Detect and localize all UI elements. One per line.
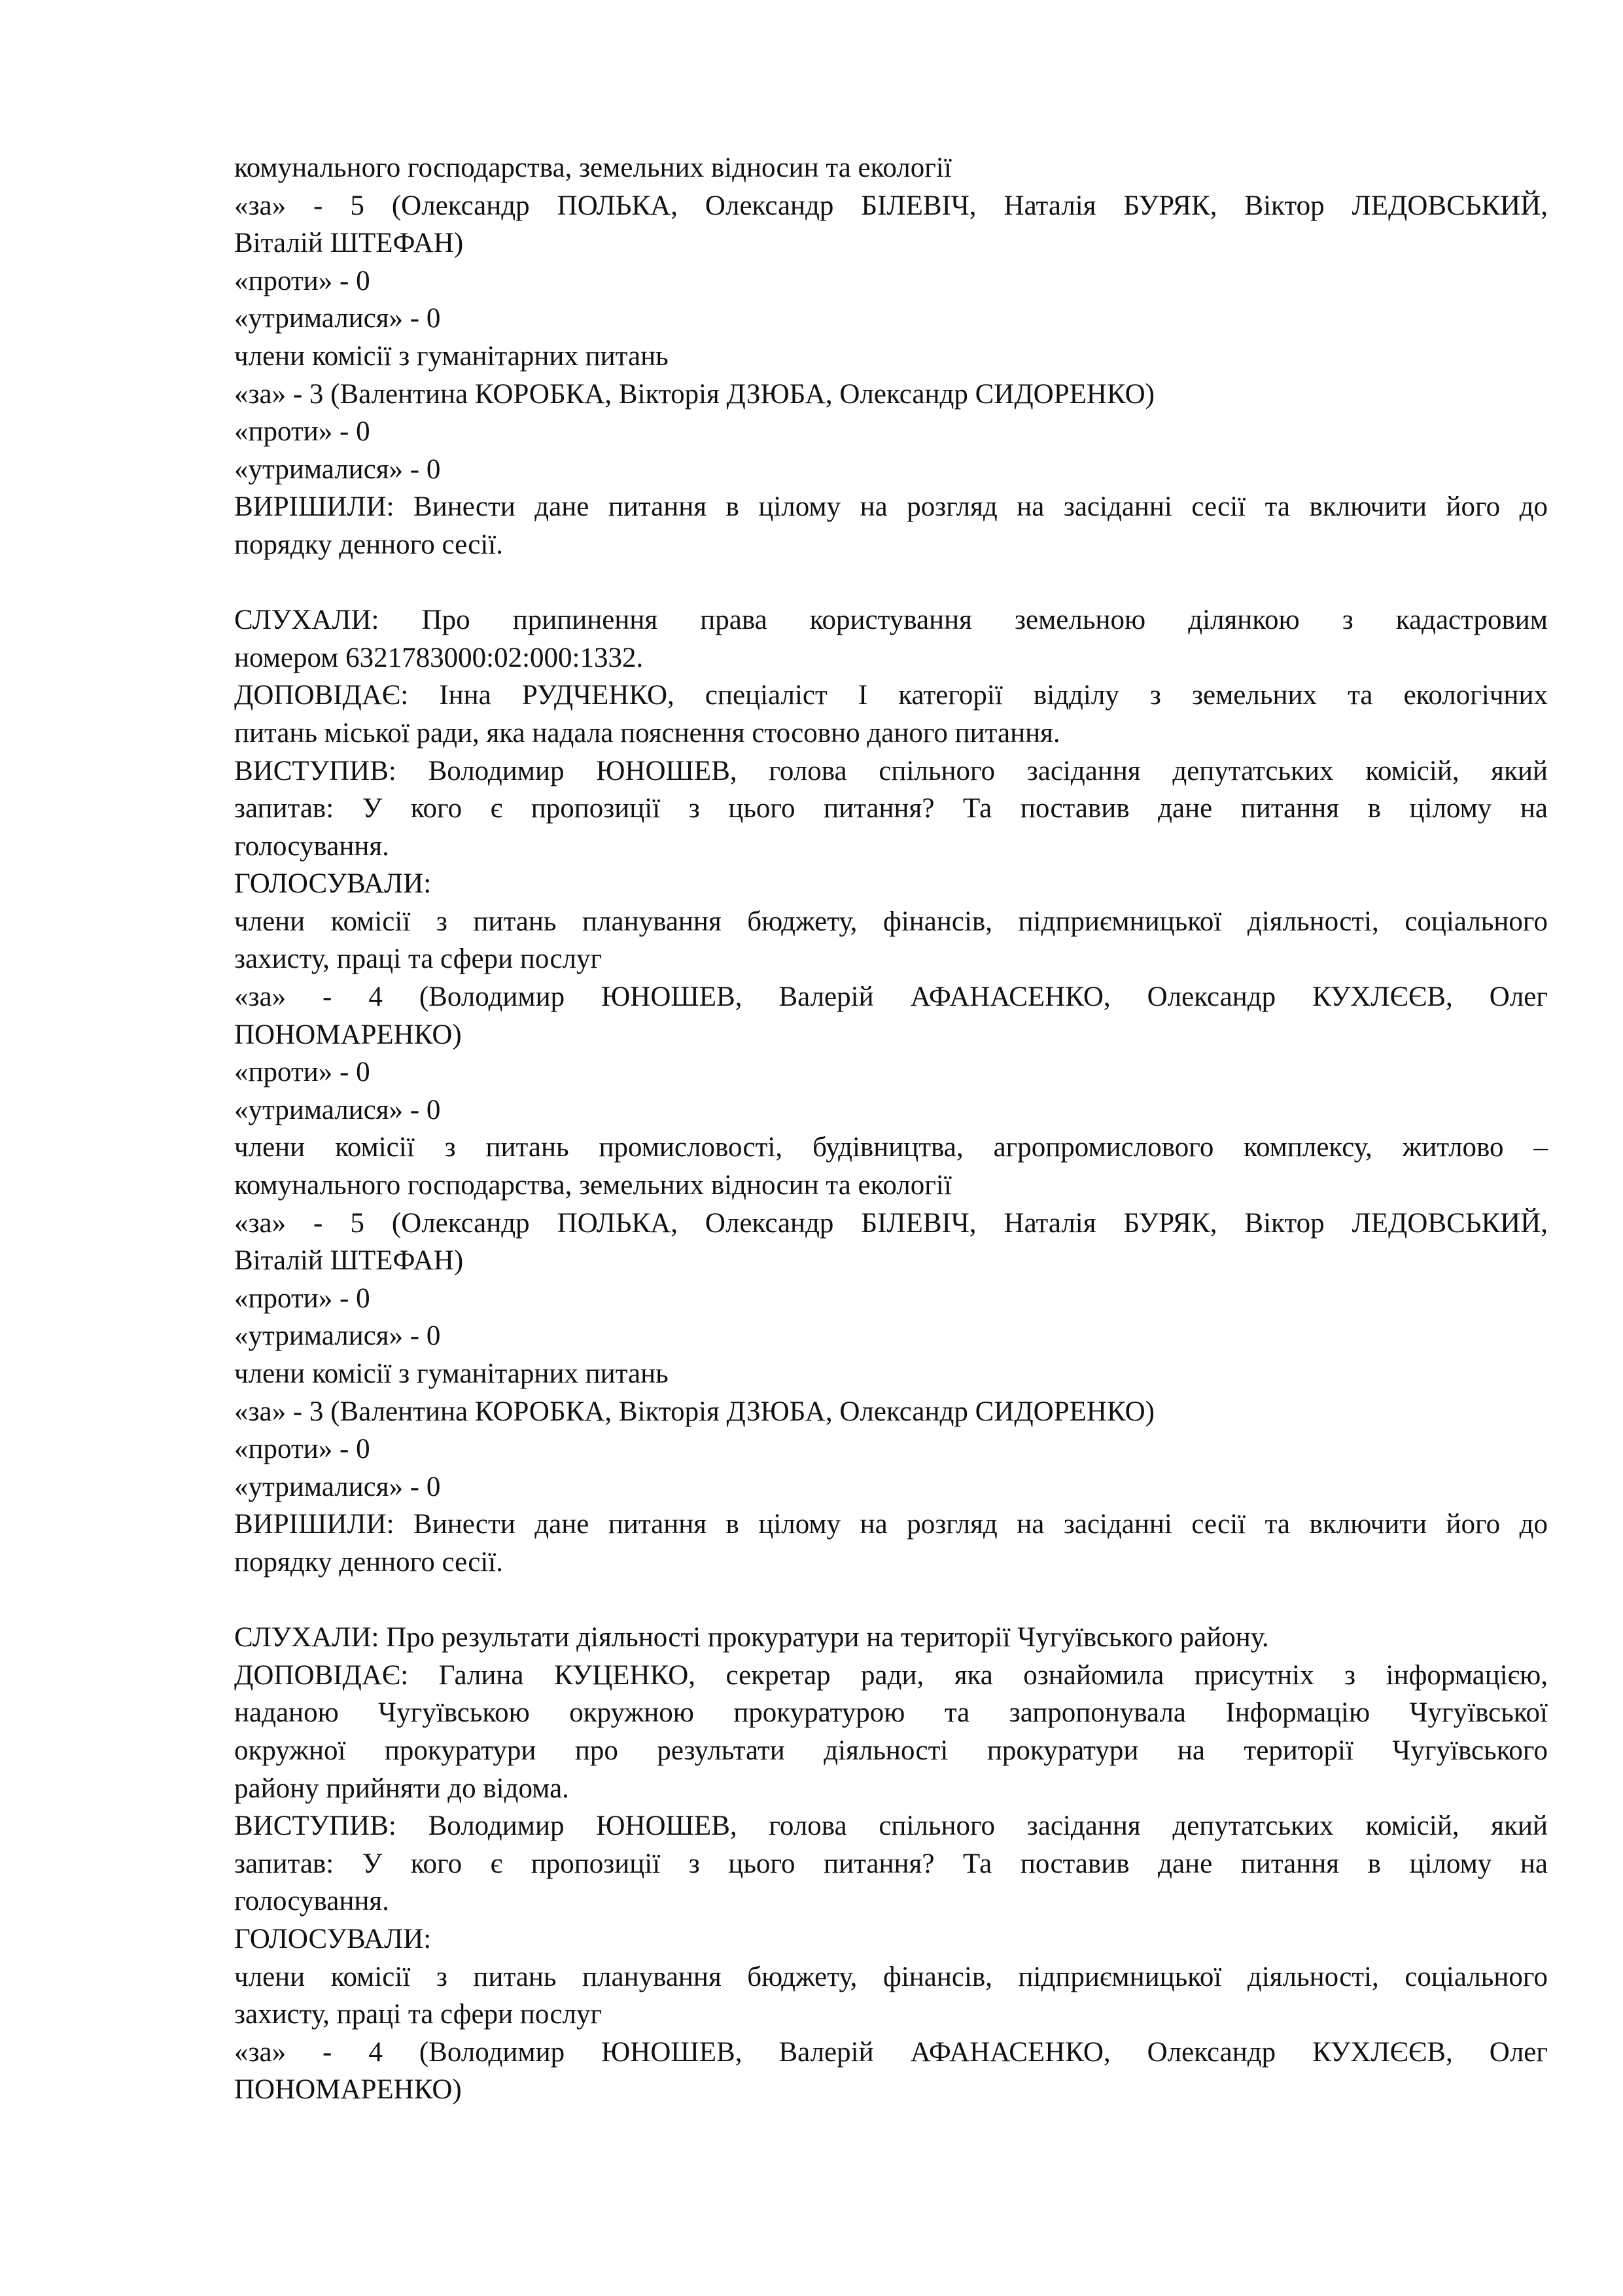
text-line: запитав: У кого є пропозиції з цього питання? Та поставив дане питання в цілому на bbox=[234, 1848, 1548, 1879]
text-line: ПОНОМАРЕНКО) bbox=[234, 1019, 462, 1050]
text-line: «за» - 5 (Олександр ПОЛЬКА, Олександр БІЛЕВІЧ, Наталія БУРЯК, Віктор ЛЕДОВСЬКИЙ, bbox=[234, 190, 1548, 221]
text-line: ВИСТУПИВ: Володимир ЮНОШЕВ, голова спільного засідання депутатських комісій, який bbox=[234, 755, 1548, 786]
text-line: члени комісії з гуманітарних питань bbox=[234, 1358, 669, 1389]
text-line: СЛУХАЛИ: Про припинення права користування земельною ділянкою з кадастровим bbox=[234, 605, 1548, 636]
text-line: питань міської ради, яка надала пояснення стосовно даного питання. bbox=[234, 717, 1060, 749]
text-line: порядку денного сесії. bbox=[234, 1546, 503, 1578]
paragraph-gap bbox=[234, 564, 1548, 602]
text-line: «утрималися» - 0 bbox=[234, 303, 441, 334]
text-line: ДОПОВІДАЄ: Галина КУЦЕНКО, секретар ради, яка ознайомила присутніх з інформацією, bbox=[234, 1659, 1548, 1691]
text-line: «утрималися» - 0 bbox=[234, 1320, 441, 1352]
text-line: голосування. bbox=[234, 1886, 389, 1917]
text-line: члени комісії з питань планування бюджету, фінансів, підприємницької діяльності, соціального bbox=[234, 906, 1548, 937]
text-line: «за» - 4 (Володимир ЮНОШЕВ, Валерій АФАНАСЕНКО, Олександр КУХЛЄЄВ, Олег bbox=[234, 2036, 1548, 2068]
paragraph-gap bbox=[234, 1581, 1548, 1619]
text-line: «проти» - 0 bbox=[234, 265, 370, 296]
text-line: «за» - 3 (Валентина КОРОБКА, Вікторія ДЗЮБА, Олександр СИДОРЕНКО) bbox=[234, 378, 1155, 410]
text-line: окружної прокуратури про результати діяльності прокуратури на території Чугуївського bbox=[234, 1735, 1548, 1766]
text-line: номером 6321783000:02:000:1332. bbox=[234, 642, 644, 673]
text-line: комунального господарства, земельних відносин та екології bbox=[234, 152, 952, 183]
text-line: захисту, праці та сфери послуг bbox=[234, 944, 602, 975]
text-line: «за» - 4 (Володимир ЮНОШЕВ, Валерій АФАНАСЕНКО, Олександр КУХЛЄЄВ, Олег bbox=[234, 981, 1548, 1013]
text-line: ПОНОМАРЕНКО) bbox=[234, 2074, 462, 2106]
text-line: ВИСТУПИВ: Володимир ЮНОШЕВ, голова спільного засідання депутатських комісій, який bbox=[234, 1810, 1548, 1842]
text-line: «за» - 3 (Валентина КОРОБКА, Вікторія ДЗЮБА, Олександр СИДОРЕНКО) bbox=[234, 1396, 1155, 1427]
text-line: Віталій ШТЕФАН) bbox=[234, 228, 464, 259]
text-line: члени комісії з гуманітарних питань bbox=[234, 340, 669, 372]
text-line: порядку денного сесії. bbox=[234, 529, 503, 560]
text-line: району прийняти до відома. bbox=[234, 1773, 569, 1804]
text-line: ГОЛОСУВАЛИ: bbox=[234, 1923, 432, 1954]
text-line: ДОПОВІДАЄ: Інна РУДЧЕНКО, спеціаліст І категорії відділу з земельних та екологічних bbox=[234, 680, 1548, 711]
text-line: ВИРІШИЛИ: Винести дане питання в цілому на розгляд на засіданні сесії та включити його до bbox=[234, 491, 1548, 523]
text-line: ВИРІШИЛИ: Винести дане питання в цілому на розгляд на засіданні сесії та включити його до bbox=[234, 1509, 1548, 1540]
text-line: «утрималися» - 0 bbox=[234, 453, 441, 485]
text-line: «проти» - 0 bbox=[234, 416, 370, 448]
text-line: «проти» - 0 bbox=[234, 1282, 370, 1314]
text-line: члени комісії з питань промисловості, будівництва, агропромислового комплексу, житлово – bbox=[234, 1132, 1548, 1163]
text-line: «утрималися» - 0 bbox=[234, 1471, 441, 1502]
text-line: наданою Чугуївською окружною прокуратурою та запропонувала Інформацію Чугуївської bbox=[234, 1697, 1548, 1729]
text-line: голосування. bbox=[234, 830, 389, 862]
text-line: члени комісії з питань планування бюджету, фінансів, підприємницької діяльності, соціального bbox=[234, 1961, 1548, 1992]
text-line: «проти» - 0 bbox=[234, 1057, 370, 1088]
text-line: запитав: У кого є пропозиції з цього питання? Та поставив дане питання в цілому на bbox=[234, 793, 1548, 824]
text-line: захисту, праці та сфери послуг bbox=[234, 1999, 602, 2030]
text-line: СЛУХАЛИ: Про результати діяльності прокуратури на території Чугуївського району. bbox=[234, 1622, 1269, 1653]
text-line: «за» - 5 (Олександр ПОЛЬКА, Олександр БІЛЕВІЧ, Наталія БУРЯК, Віктор ЛЕДОВСЬКИЙ, bbox=[234, 1207, 1548, 1239]
text-line: ГОЛОСУВАЛИ: bbox=[234, 868, 432, 900]
text-line: «проти» - 0 bbox=[234, 1434, 370, 1465]
text-line: комунального господарства, земельних відносин та екології bbox=[234, 1170, 952, 1201]
document-page bbox=[234, 149, 1548, 2109]
text-line: Віталій ШТЕФАН) bbox=[234, 1245, 464, 1277]
text-line: «утрималися» - 0 bbox=[234, 1094, 441, 1125]
